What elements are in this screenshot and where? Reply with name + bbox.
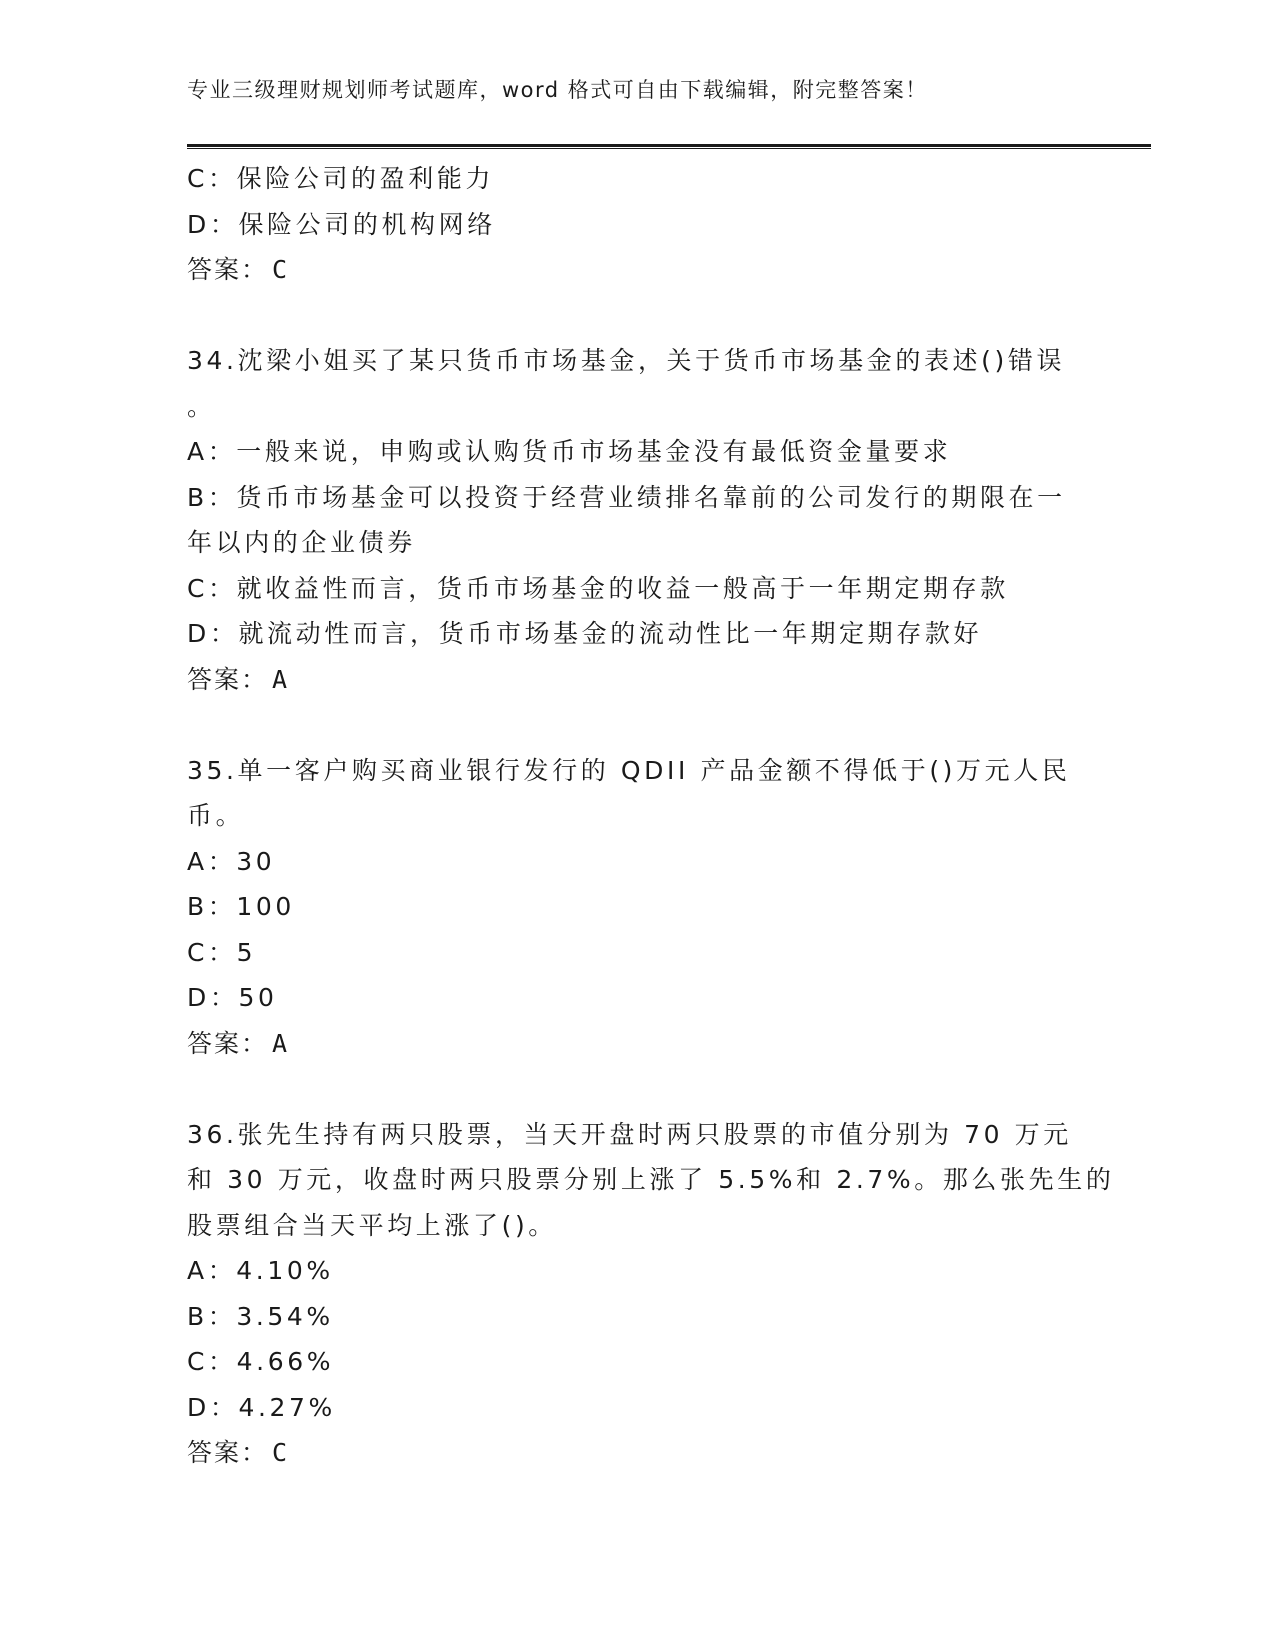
option-line: B：3.54%: [187, 1301, 334, 1331]
answer-line: [187, 1021, 1067, 1067]
option-line: C：就收益性而言，货币市场基金的收益一般高于一年期定期存款: [187, 573, 1009, 603]
question-stem: 币。: [187, 801, 245, 830]
answer-label: 答案：: [187, 1438, 269, 1467]
question-35: [187, 748, 1071, 1067]
option-line: 年以内的企业债券: [187, 528, 416, 557]
option-line: A：4.10%: [187, 1256, 334, 1285]
header-rule: [187, 144, 1151, 149]
option-line: C：4.66%: [187, 1347, 335, 1376]
option-line: D：50: [187, 983, 278, 1012]
option-line: D：就流动性而言，货币市场基金的流动性比一年期定期存款好: [187, 619, 983, 648]
answer-value: A: [272, 664, 290, 694]
question-stem: 和 30 万元，收盘时两只股票分别上涨了 5.5%和 2.7%。那么张先生的: [187, 1165, 1115, 1194]
option-line: C：5: [187, 937, 257, 967]
question-36: [187, 1112, 1115, 1476]
option-line: B：100: [187, 892, 295, 921]
option-line: D：保险公司的机构网络: [187, 209, 496, 239]
prev-question-block: [187, 156, 1067, 293]
question-stem: 36.张先生持有两只股票，当天开盘时两只股票的市值分别为 70 万元: [187, 1119, 1072, 1149]
answer-line: [187, 657, 1067, 703]
document-body: [187, 156, 1115, 1476]
answer-value: C: [272, 255, 290, 284]
answer-label: 答案：: [187, 664, 269, 694]
option-line: A：30: [187, 846, 276, 876]
answer-label: 答案：: [187, 1028, 269, 1058]
option-line: C：保险公司的盈利能力: [187, 164, 495, 193]
answer-label: 答案：: [187, 255, 269, 284]
question-stem: 。: [187, 391, 216, 421]
question-stem: 35.单一客户购买商业银行发行的 QDII 产品金额不得低于()万元人民: [187, 755, 1071, 785]
answer-value: A: [272, 1028, 290, 1058]
question-34: [187, 338, 1067, 702]
answer-line: [187, 1430, 1067, 1476]
question-stem: 股票组合当天平均上涨了()。: [187, 1210, 557, 1240]
option-line: D：4.27%: [187, 1392, 336, 1422]
page-header: 专业三级理财规划师考试题库，word 格式可自由下载编辑，附完整答案！: [187, 78, 928, 102]
option-line: A：一般来说，申购或认购货币市场基金没有最低资金量要求: [187, 437, 952, 466]
option-line: B：货币市场基金可以投资于经营业绩排名靠前的公司发行的期限在一: [187, 482, 1066, 512]
answer-line: [187, 247, 1067, 293]
answer-value: C: [272, 1438, 290, 1467]
question-stem: 34.沈梁小姐买了某只货币市场基金，关于货币市场基金的表述()错误: [187, 346, 1066, 375]
